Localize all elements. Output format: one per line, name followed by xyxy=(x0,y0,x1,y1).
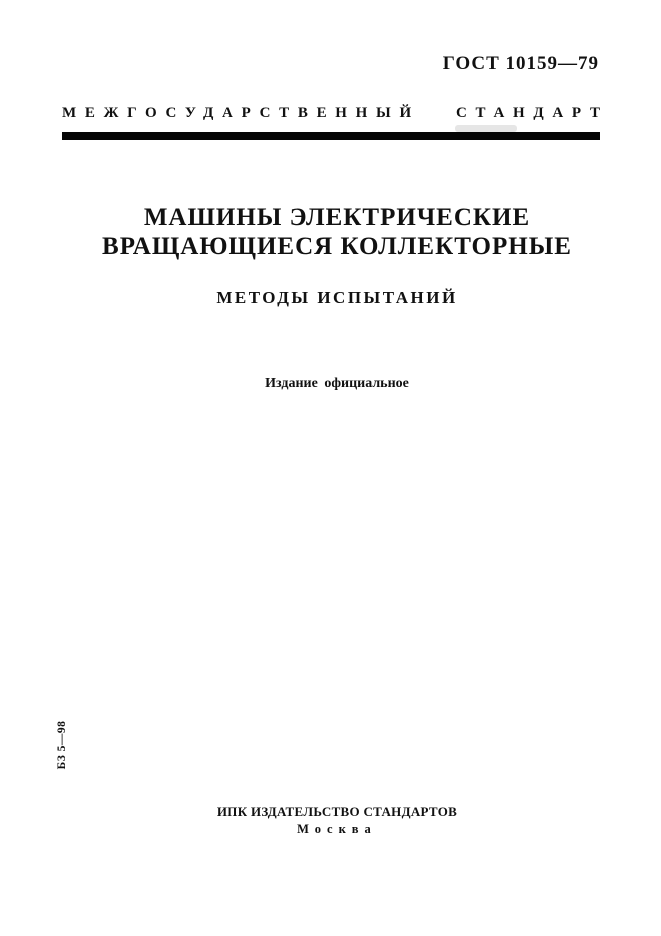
standard-type-word2: СТАНДАРТ xyxy=(455,105,609,121)
standard-type-word1: МЕЖГОСУДАРСТВЕННЫЙ xyxy=(62,105,420,121)
side-registration-code: БЗ 5—98 xyxy=(56,720,68,770)
publisher-city: Москва xyxy=(297,822,377,836)
doc-number: ГОСТ 10159—79 xyxy=(442,53,599,74)
document-title-line2: ВРАЩАЮЩИЕСЯ КОЛЛЕКТОРНЫЕ xyxy=(102,233,572,260)
scan-artifact xyxy=(455,125,517,132)
document-title xyxy=(62,203,612,261)
document-subtitle: МЕТОДЫ ИСПЫТАНИЙ xyxy=(216,288,458,307)
standard-type-header xyxy=(62,103,609,123)
publisher-name: ИПК ИЗДАТЕЛЬСТВО СТАНДАРТОВ xyxy=(216,804,458,819)
header-rule xyxy=(62,132,600,140)
document-title-line1: МАШИНЫ ЭЛЕКТРИЧЕСКИЕ xyxy=(143,204,531,231)
publisher-footer xyxy=(62,804,612,837)
edition-note: Издание официальное xyxy=(265,376,409,391)
